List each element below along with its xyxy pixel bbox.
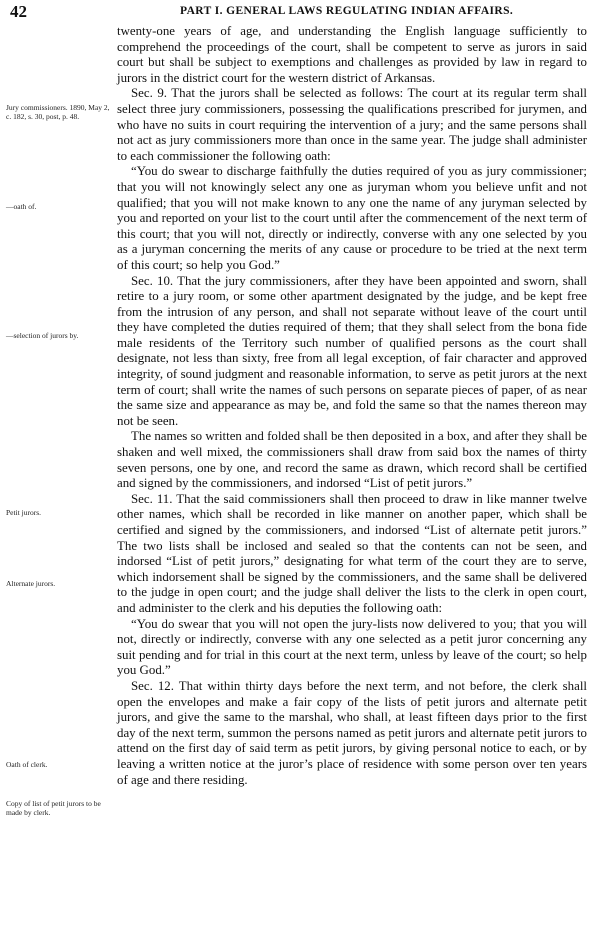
paragraph-continuation: twenty-one years of age, and understanding the English language sufficiently to comprehend the proceedings of the court, shall be competent to serve as jurors in said court but shall be subject to exemptions and challenges as provided by law in regard to jurors in the district court for the western district of Arkansas.	[117, 24, 587, 85]
margin-note-oath-of-clerk: Oath of clerk.	[6, 760, 48, 769]
paragraph-sec-11: Sec. 11. That the said commissioners shall then proceed to draw in like manner twelve other names, which shall be recorded in like manner on another paper, which shall be certified and signed by the commissioners, and indorsed “List of alternate petit jurors.” The two lists shall be inclosed and sealed so that the contents can not be seen, and indorsed “List of petit jurors,” designating for what term of the court they are to serve, which indorsement shall be signed by the commissioners, and the same shall be delivered to the judge in open court; and the judge shall deliver the lists to the clerk in open court, and administer to the clerk and his deputies the following oath:	[117, 491, 587, 615]
paragraph-sec-9: Sec. 9. That the jurors shall be selected as follows: The court at its regular term shall select three jury commissioners, possessing the qualifications prescribed for jurymen, and who have no suits in court requiring the intervention of a jury; and the same persons shall not act as jury commissioners more than once in the same year. The judge shall administer to each commissioner the following oath:	[117, 86, 587, 163]
paragraph-oath-commissioner: “You do swear to discharge faithfully the duties required of you as jury commissioner; that you will not knowingly select any one as juryman whom you believe unfit and not qualified; that you will not make known to any one the name of any juryman selected by you and reported on your list to the court until after the commencement of the next term of this court; that you will not, directly or indirectly, converse with any one selected by you as a juryman concerning the merits of any cause or procedure to be tried at the next term of this court; so help you God.”	[117, 164, 587, 272]
margin-note-oath: —oath of.	[6, 202, 37, 211]
margin-note-copy-of-list: Copy of list of petit jurors to be made by clerk.	[6, 799, 101, 817]
running-head: PART I. GENERAL LAWS REGULATING INDIAN AFFAIRS.	[180, 5, 514, 17]
paragraph-petit-jurors: The names so written and folded shall be then deposited in a box, and after they shall be shaken and well mixed, the commissioners shall draw from said box the names of thirty seven persons, one by one, and record the same as drawn, which record shall be certified and signed by the commissioners, and indorsed “List of petit jurors.”	[117, 429, 587, 491]
margin-note-petit-jurors: Petit jurors.	[6, 508, 41, 517]
margin-note-selection: —selection of jurors by.	[6, 331, 79, 340]
page-header	[10, 2, 594, 24]
body-text	[117, 24, 587, 788]
paragraph-sec-12: Sec. 12. That within thirty days before the next term, and not before, the clerk shall open the envelopes and make a fair copy of the lists of petit jurors and alternate petit jurors, and give the same to the marshal, who shall, at least fifteen days prior to the first day of the next term, summon the persons named as petit jurors and alternate petit jurors to attend on the first day of said term as petit jurors, by giving personal notice to each, or by leaving a written notice at the juror’s place of residence with some person over ten years of age and there residing.	[117, 678, 587, 787]
margin-note-alternate-jurors: Alternate jurors.	[6, 579, 56, 588]
paragraph-sec-10: Sec. 10. That the jury commissioners, after they have been appointed and sworn, shall retire to a jury room, or some other apartment designated by the judge, and be kept free from the intrusion of any person, and shall not separate without leave of the court until they have completed the duties required of them; that they shall select from the bona fide male residents of the Territory such number of qualified persons as the court shall designate, not less than sixty, free from all legal exception, of fair character and approved integrity, of sound judgment and reasonable information, to serve as petit jurors at the next term of court; shall write the names of such persons on separate pieces of paper, of as near the same size and appearance as may be, and fold the same so that the names thereon may not be seen.	[117, 273, 587, 428]
paragraph-oath-clerk: “You do swear that you will not open the jury-lists now delivered to you; that you will not, directly or indirectly, converse with any one selected as a petit juror concerning any suit pending and for trial in this court at the next term, unless by leave of the court; so help you God.”	[117, 616, 587, 678]
page-number: 42	[10, 2, 27, 21]
margin-note-jury-commissioners: Jury commissioners. 1890, May 2, c. 182, s. 30, post, p. 48.	[6, 103, 110, 121]
